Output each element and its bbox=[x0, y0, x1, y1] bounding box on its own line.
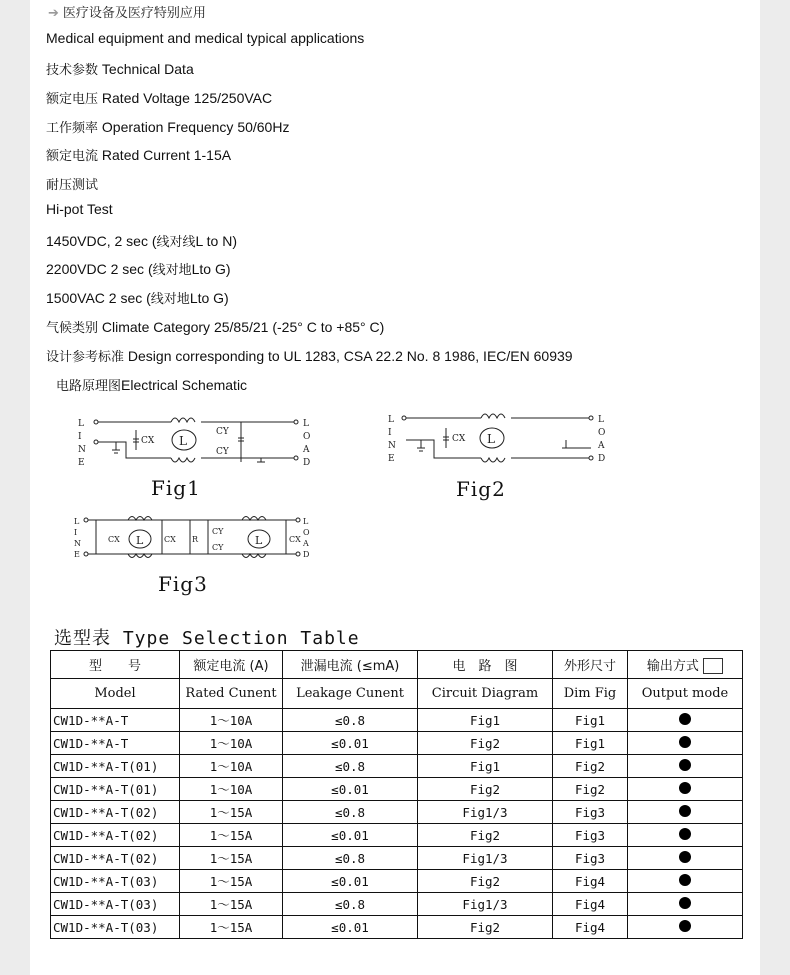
fig3-label: Fig3 bbox=[158, 572, 208, 596]
svg-text:L: L bbox=[74, 517, 80, 526]
model-cell: CW1D-**A-T(01) bbox=[51, 755, 180, 778]
svg-text:I: I bbox=[388, 428, 392, 438]
model-cell: CW1D-**A-T bbox=[51, 732, 180, 755]
leakage-current-cell: ≤0.8 bbox=[283, 755, 418, 778]
rated-current-cell: 1～15A bbox=[180, 824, 283, 847]
rated-voltage-line: 额定电压 Rated Voltage 125/250VAC bbox=[46, 90, 273, 107]
svg-text:E: E bbox=[78, 458, 85, 468]
dim-fig-cell: Fig1 bbox=[553, 709, 628, 732]
table-row bbox=[51, 801, 743, 824]
table-row bbox=[51, 755, 743, 778]
svg-text:CX: CX bbox=[452, 434, 466, 444]
svg-text:A: A bbox=[303, 445, 310, 455]
dim-fig-cell: Fig4 bbox=[553, 916, 628, 939]
output-mode-dot-icon bbox=[679, 805, 691, 817]
test1-line: 1450VDC, 2 sec (线对线L to N) bbox=[46, 233, 238, 250]
dim-fig-cell: Fig1 bbox=[553, 732, 628, 755]
leakage-current-cell: ≤0.01 bbox=[283, 732, 418, 755]
output-mode-cell bbox=[628, 755, 743, 778]
leakage-current-cell: ≤0.01 bbox=[283, 778, 418, 801]
output-mode-dot-icon bbox=[679, 828, 691, 840]
dim-fig-cell: Fig4 bbox=[553, 893, 628, 916]
schematic-heading: 电路原理图Electrical Schematic bbox=[56, 377, 248, 394]
circuit-diagram-cell: Fig1/3 bbox=[418, 893, 553, 916]
frequency-line: 工作频率 Operation Frequency 50/60Hz bbox=[46, 119, 290, 136]
svg-text:O: O bbox=[303, 432, 311, 442]
header-output-cn: 输出方式 bbox=[628, 651, 743, 679]
leakage-current-cell: ≤0.8 bbox=[283, 709, 418, 732]
svg-text:CY: CY bbox=[216, 427, 229, 437]
output-mode-dot-icon bbox=[679, 874, 691, 886]
svg-text:I: I bbox=[74, 528, 78, 537]
header-output: Output mode bbox=[628, 679, 743, 709]
model-cell: CW1D-**A-T(01) bbox=[51, 778, 180, 801]
svg-text:E: E bbox=[74, 550, 80, 559]
output-mode-dot-icon bbox=[679, 782, 691, 794]
svg-text:L: L bbox=[487, 432, 495, 446]
output-mode-cell bbox=[628, 732, 743, 755]
svg-text:I: I bbox=[78, 432, 82, 442]
header-dim: Dim Fig bbox=[553, 679, 628, 709]
header-rated-cn: 额定电流 (A) bbox=[180, 651, 283, 679]
leakage-current-cell: ≤0.8 bbox=[283, 893, 418, 916]
svg-text:L: L bbox=[136, 534, 144, 547]
rated-current-cell: 1～15A bbox=[180, 847, 283, 870]
leakage-current-cell: ≤0.8 bbox=[283, 847, 418, 870]
arrow-icon: ➔ bbox=[48, 5, 59, 20]
model-cell: CW1D-**A-T(03) bbox=[51, 893, 180, 916]
header-circuit-cn: 电 路 图 bbox=[418, 651, 553, 679]
output-mode-cell bbox=[628, 916, 743, 939]
table-row bbox=[51, 870, 743, 893]
svg-text:D: D bbox=[303, 550, 310, 559]
svg-text:A: A bbox=[303, 539, 309, 548]
circuit-diagram-cell: Fig2 bbox=[418, 916, 553, 939]
selection-table-title: 选型表 Type Selection Table bbox=[54, 628, 360, 649]
rated-current-cell: 1～10A bbox=[180, 755, 283, 778]
leakage-current-cell: ≤0.01 bbox=[283, 824, 418, 847]
output-mode-dot-icon bbox=[679, 851, 691, 863]
svg-text:CY: CY bbox=[212, 527, 224, 536]
hipot-cn-line: 耐压测试 bbox=[46, 178, 99, 193]
selection-table bbox=[50, 650, 743, 939]
dim-fig-cell: Fig3 bbox=[553, 801, 628, 824]
dim-fig-cell: Fig3 bbox=[553, 847, 628, 870]
dim-fig-cell: Fig3 bbox=[553, 824, 628, 847]
svg-text:N: N bbox=[78, 445, 86, 455]
svg-text:CX: CX bbox=[141, 436, 155, 446]
climate-line: 气候类别 Climate Category 25/85/21 (-25° C to +85° C) bbox=[46, 319, 385, 336]
svg-text:CX: CX bbox=[164, 535, 176, 544]
rated-current-line: 额定电流 Rated Current 1-15A bbox=[46, 147, 232, 164]
svg-text:CY: CY bbox=[216, 447, 229, 457]
rated-current-cell: 1～15A bbox=[180, 916, 283, 939]
output-mode-cell bbox=[628, 847, 743, 870]
rated-current-cell: 1～15A bbox=[180, 893, 283, 916]
hipot-en-line: Hi-pot Test bbox=[46, 201, 113, 217]
model-cell: CW1D-**A-T(02) bbox=[51, 801, 180, 824]
table-row bbox=[51, 709, 743, 732]
output-mode-cell bbox=[628, 824, 743, 847]
leakage-current-cell: ≤0.01 bbox=[283, 916, 418, 939]
dim-fig-cell: Fig4 bbox=[553, 870, 628, 893]
table-header-cn bbox=[51, 651, 743, 679]
output-mode-dot-icon bbox=[679, 759, 691, 771]
circuit-diagram-cell: Fig2 bbox=[418, 870, 553, 893]
fig2-label: Fig2 bbox=[456, 477, 506, 501]
test2-line: 2200VDC 2 sec (线对地Lto G) bbox=[46, 261, 231, 278]
svg-text:A: A bbox=[598, 441, 605, 451]
output-mode-icon bbox=[703, 658, 723, 674]
table-row bbox=[51, 847, 743, 870]
circuit-diagram-cell: Fig1 bbox=[418, 709, 553, 732]
fig1-label: Fig1 bbox=[151, 476, 201, 500]
table-row bbox=[51, 916, 743, 939]
svg-text:D: D bbox=[303, 458, 311, 468]
svg-text:L: L bbox=[303, 419, 309, 429]
dim-fig-cell: Fig2 bbox=[553, 755, 628, 778]
svg-text:L: L bbox=[78, 419, 84, 429]
header-model: Model bbox=[51, 679, 180, 709]
test3-line: 1500VAC 2 sec (线对地Lto G) bbox=[46, 290, 229, 307]
output-mode-dot-icon bbox=[679, 713, 691, 725]
output-mode-dot-icon bbox=[679, 897, 691, 909]
svg-text:CX: CX bbox=[108, 535, 120, 544]
header-leakage-cn: 泄漏电流 (≤mA) bbox=[283, 651, 418, 679]
output-mode-dot-icon bbox=[679, 920, 691, 932]
output-mode-cell bbox=[628, 893, 743, 916]
table-header-en bbox=[51, 679, 743, 709]
svg-text:D: D bbox=[598, 454, 606, 464]
svg-text:O: O bbox=[303, 528, 310, 537]
svg-text:L: L bbox=[388, 415, 394, 425]
header-dim-cn: 外形尺寸 bbox=[553, 651, 628, 679]
section-heading: ➔ 医疗设备及医疗特别应用 bbox=[48, 5, 206, 21]
header-leakage: Leakage Cunent bbox=[283, 679, 418, 709]
svg-text:N: N bbox=[388, 441, 396, 451]
design-line: 设计参考标准 Design corresponding to UL 1283, CSA 22.2 No. 8 1986, IEC/EN 60939 bbox=[46, 348, 573, 365]
leakage-current-cell: ≤0.01 bbox=[283, 870, 418, 893]
model-cell: CW1D-**A-T(03) bbox=[51, 870, 180, 893]
svg-text:L: L bbox=[598, 415, 604, 425]
svg-text:E: E bbox=[388, 454, 395, 464]
fig3-schematic bbox=[72, 514, 322, 566]
applications-line: Medical equipment and medical typical applications bbox=[46, 30, 365, 46]
svg-text:CY: CY bbox=[212, 543, 224, 552]
fig2-schematic bbox=[386, 410, 616, 472]
svg-text:N: N bbox=[74, 539, 81, 548]
header-model-cn: 型 号 bbox=[51, 651, 180, 679]
table-row bbox=[51, 778, 743, 801]
circuit-diagram-cell: Fig2 bbox=[418, 824, 553, 847]
svg-text:L: L bbox=[303, 517, 309, 526]
rated-current-cell: 1～10A bbox=[180, 709, 283, 732]
table-row bbox=[51, 824, 743, 847]
circuit-diagram-cell: Fig1/3 bbox=[418, 847, 553, 870]
rated-current-cell: 1～10A bbox=[180, 778, 283, 801]
rated-current-cell: 1～10A bbox=[180, 732, 283, 755]
rated-current-cell: 1～15A bbox=[180, 801, 283, 824]
circuit-diagram-cell: Fig1/3 bbox=[418, 801, 553, 824]
dim-fig-cell: Fig2 bbox=[553, 778, 628, 801]
model-cell: CW1D-**A-T(02) bbox=[51, 847, 180, 870]
technical-data-line: 技术参数 Technical Data bbox=[46, 61, 194, 78]
output-mode-cell bbox=[628, 709, 743, 732]
table-row bbox=[51, 732, 743, 755]
svg-text:L: L bbox=[255, 534, 263, 547]
svg-text:O: O bbox=[598, 428, 606, 438]
svg-text:L: L bbox=[179, 434, 187, 448]
fig1-schematic bbox=[76, 410, 326, 472]
model-cell: CW1D-**A-T bbox=[51, 709, 180, 732]
output-mode-cell bbox=[628, 778, 743, 801]
output-mode-cell bbox=[628, 870, 743, 893]
circuit-diagram-cell: Fig1 bbox=[418, 755, 553, 778]
output-mode-cell bbox=[628, 801, 743, 824]
circuit-diagram-cell: Fig2 bbox=[418, 732, 553, 755]
header-rated: Rated Cunent bbox=[180, 679, 283, 709]
model-cell: CW1D-**A-T(02) bbox=[51, 824, 180, 847]
model-cell: CW1D-**A-T(03) bbox=[51, 916, 180, 939]
circuit-diagram-cell: Fig2 bbox=[418, 778, 553, 801]
header-circuit: Circuit Diagram bbox=[418, 679, 553, 709]
output-mode-dot-icon bbox=[679, 736, 691, 748]
rated-current-cell: 1～15A bbox=[180, 870, 283, 893]
svg-text:CX: CX bbox=[289, 535, 301, 544]
leakage-current-cell: ≤0.8 bbox=[283, 801, 418, 824]
svg-text:R: R bbox=[192, 535, 199, 544]
table-row bbox=[51, 893, 743, 916]
